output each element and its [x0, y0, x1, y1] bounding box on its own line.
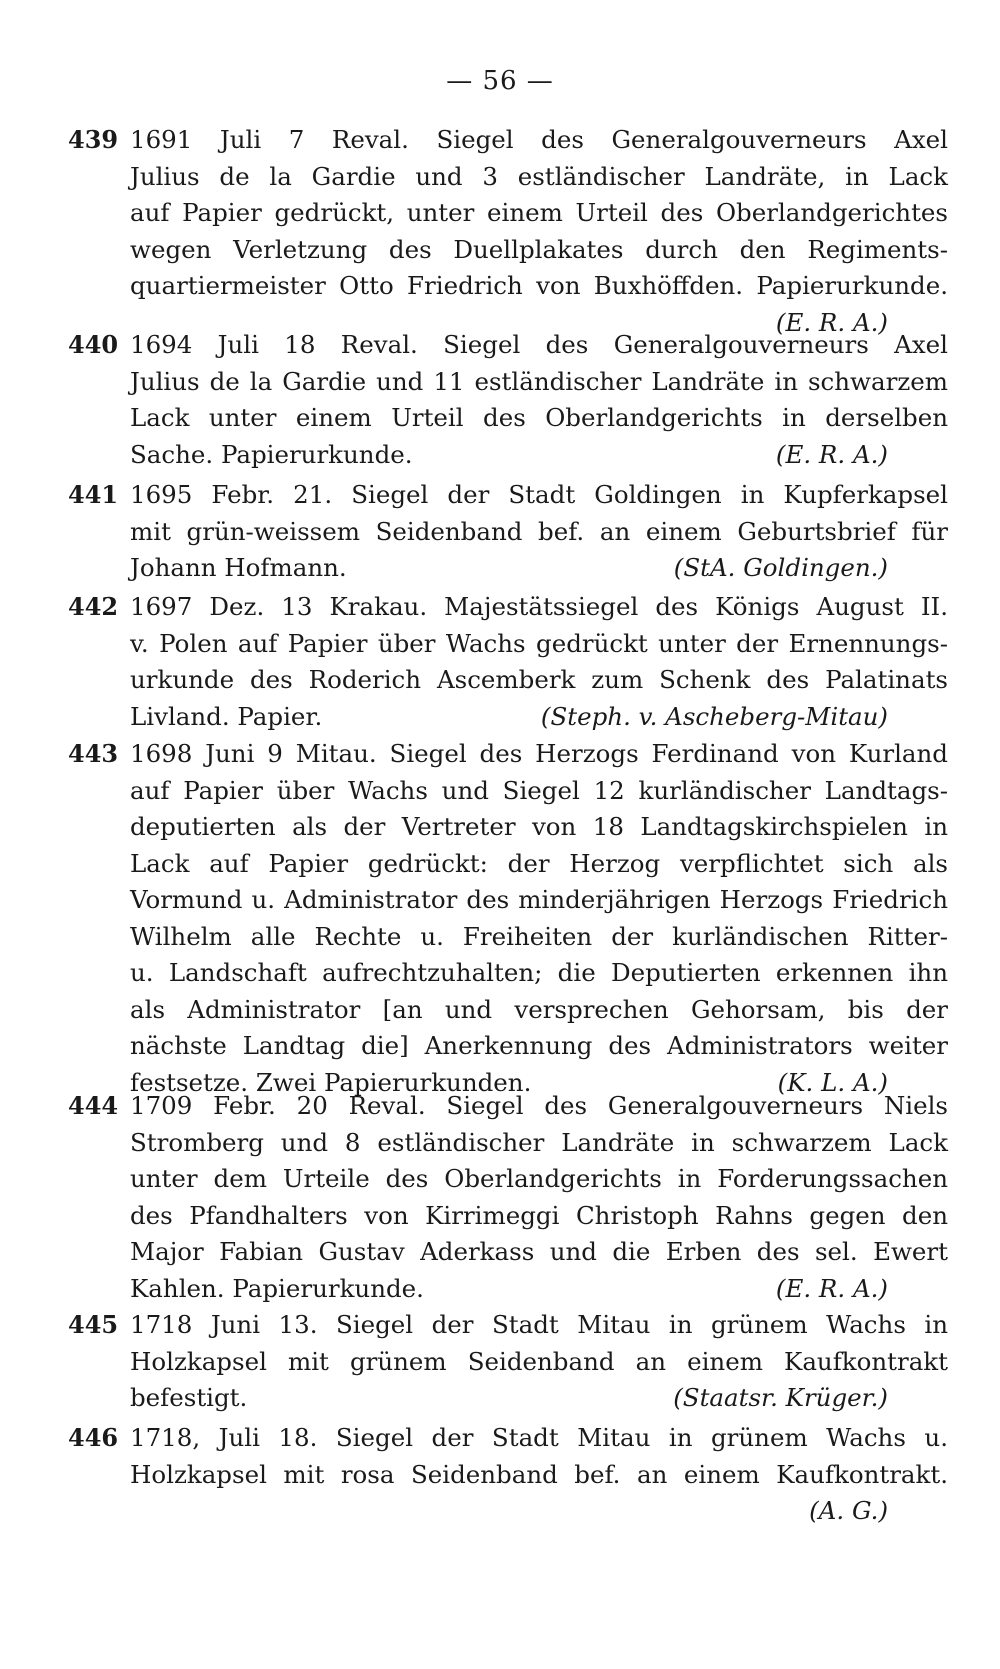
entry-last-row: [130, 437, 948, 474]
entry-line: Kahlen. Papierurkunde.: [130, 1273, 424, 1303]
archive-source: (Staatsr. Krüger.): [673, 1383, 888, 1412]
entry-text: [130, 327, 948, 473]
entry-line: Johann Hofmann.: [130, 553, 347, 582]
entry-number: 443: [68, 739, 119, 768]
entry-last-row: [130, 1271, 948, 1308]
entry-line: Julius de la Gardie und 11 estländischer Landräte in schwarzem: [130, 366, 948, 396]
entry-number: 442: [68, 592, 119, 621]
entry-line: 1697 Dez. 13 Krakau. Majestätssiegel des Königs August II.: [130, 592, 948, 621]
entry-line: als Administrator [an und versprechen Gehorsam, bis der: [130, 994, 948, 1024]
entry-line: festsetze. Zwei Papierurkunden.: [130, 1067, 532, 1097]
entry-line: 1691 Juli 7 Reval. Siegel des Generalgouverneurs Axel: [130, 125, 948, 154]
entry-line: Stromberg und 8 estländischer Landräte in schwarzem Lack: [130, 1127, 948, 1157]
entry-line: Lack auf Papier gedrückt: der Herzog verpflichtet sich als: [130, 848, 948, 878]
catalog-entry-440: [68, 327, 948, 473]
entry-line: nächste Landtag die] Anerkennung des Administrators weiter: [130, 1031, 948, 1060]
entry-line: mit grün-weissem Seidenband bef. an einem Geburtsbrief für: [130, 516, 948, 546]
entry-line: Livland. Papier.: [130, 701, 323, 731]
entry-text: [130, 736, 948, 1101]
entry-line: 1718, Juli 18. Siegel der Stadt Mitau in grünem Wachs u.: [130, 1423, 948, 1452]
entry-line: Holzkapsel mit rosa Seidenband bef. an einem Kaufkontrakt.: [130, 1459, 948, 1489]
entry-line: Vormund u. Administrator des minderjährigen Herzogs Friedrich: [130, 885, 948, 914]
entry-line: unter dem Urteile des Oberlandgerichts in Forderungssachen: [130, 1164, 948, 1193]
entry-line: Lack unter einem Urteil des Oberlandgerichts in derselben: [130, 403, 948, 432]
entry-line: urkunde des Roderich Ascemberk zum Schenk des Palatinats: [130, 665, 948, 694]
entry-text: [130, 1307, 948, 1417]
entry-line: auf Papier über Wachs und Siegel 12 kurländischer Landtags-: [130, 775, 948, 805]
archive-source: (A. G.): [809, 1496, 888, 1525]
entry-line: Major Fabian Gustav Aderkass und die Erben des sel. Ewert: [130, 1237, 948, 1266]
entry-line: 1694 Juli 18 Reval. Siegel des Generalgouverneurs Axel: [130, 330, 948, 359]
archive-source: (E. R. A.): [775, 1273, 888, 1303]
entry-line: Julius de la Gardie und 3 estländischer Landräte, in Lack: [130, 161, 948, 191]
entry-number: 439: [68, 125, 119, 154]
entry-text: [130, 122, 948, 341]
archive-source: (E. R. A.): [775, 439, 888, 469]
catalog-entry-439: [68, 122, 948, 341]
entry-number: 446: [68, 1423, 119, 1452]
entry-line: Sache. Papierurkunde.: [130, 439, 413, 469]
archive-source: (E. R. A.): [775, 307, 888, 337]
catalog-entry-444: [68, 1088, 948, 1307]
entry-line: quartiermeister Otto Friedrich von Buxhöffden. Papierurkunde.: [130, 271, 948, 300]
entry-text: [130, 477, 948, 587]
catalog-entry-446: [68, 1420, 948, 1530]
page-number: — 56 —: [446, 66, 554, 96]
catalog-entry-443: [68, 736, 948, 1101]
entry-last-row: [130, 699, 948, 736]
entry-line: wegen Verletzung des Duellplakates durch den Regiments-: [130, 234, 948, 264]
entry-line: des Pfandhalters von Kirrimeggi Christoph Rahns gegen den: [130, 1200, 948, 1230]
entry-line: v. Polen auf Papier über Wachs gedrückt unter der Ernennungs-: [130, 628, 948, 658]
entry-text: [130, 589, 948, 735]
entry-line: u. Landschaft aufrechtzuhalten; die Deputierten erkennen ihn: [130, 958, 948, 987]
entry-last-row: [130, 1380, 948, 1417]
catalog-entry-445: [68, 1307, 948, 1417]
entry-line: befestigt.: [130, 1383, 248, 1412]
catalog-entry-441: [68, 477, 948, 587]
entry-number: 445: [68, 1310, 119, 1339]
entry-line: 1698 Juni 9 Mitau. Siegel des Herzogs Ferdinand von Kurland: [130, 739, 948, 768]
entry-text: [130, 1420, 948, 1530]
entry-line: 1718 Juni 13. Siegel der Stadt Mitau in grünem Wachs in: [130, 1310, 948, 1339]
entry-number: 440: [68, 330, 119, 359]
archive-source: (StA. Goldingen.): [673, 553, 888, 582]
entry-line: 1709 Febr. 20 Reval. Siegel des Generalgouverneurs Niels: [130, 1091, 948, 1120]
catalog-entry-442: [68, 589, 948, 735]
entry-line: Wilhelm alle Rechte u. Freiheiten der kurländischen Ritter-: [130, 921, 948, 951]
entry-last-row: [130, 550, 948, 587]
archive-source: (Steph. v. Ascheberg-Mitau): [540, 701, 888, 731]
entry-line: 1695 Febr. 21. Siegel der Stadt Goldingen in Kupferkapsel: [130, 480, 948, 509]
entry-number: 441: [68, 480, 119, 509]
entry-line: deputierten als der Vertreter von 18 Landtagskirchspielen in: [130, 812, 948, 841]
entry-line: auf Papier gedrückt, unter einem Urteil des Oberlandgerichtes: [130, 198, 948, 227]
entry-number: 444: [68, 1091, 119, 1120]
archive-source: (K. L. A.): [777, 1067, 888, 1097]
entry-line: Holzkapsel mit grünem Seidenband an einem Kaufkontrakt: [130, 1346, 948, 1376]
entry-text: [130, 1088, 948, 1307]
